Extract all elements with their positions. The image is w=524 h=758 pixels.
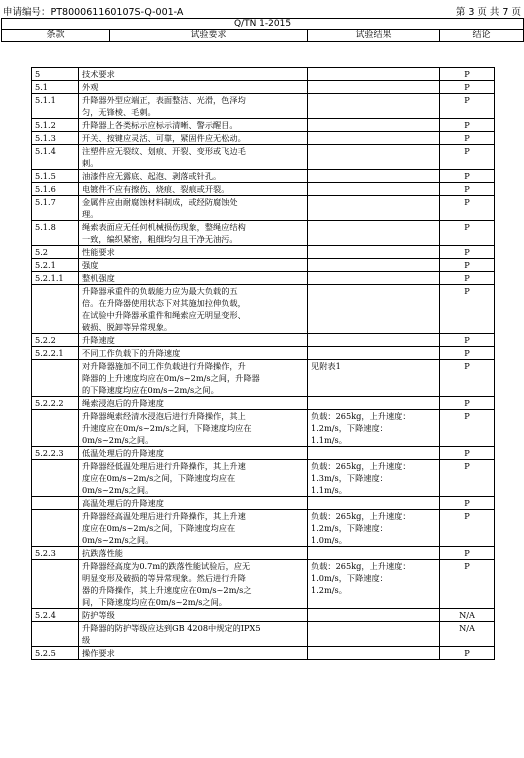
page-header xyxy=(1,4,523,16)
row-clause: 5.2.2.3 xyxy=(32,447,79,460)
column-header-result: 试验结果 xyxy=(308,30,440,42)
table-row xyxy=(32,183,495,196)
row-verdict: P xyxy=(440,183,495,196)
row-result xyxy=(308,497,440,510)
row-verdict: N/A xyxy=(440,609,495,622)
row-clause: 5 xyxy=(32,68,79,81)
row-result xyxy=(308,68,440,81)
row-verdict: P xyxy=(440,647,495,660)
row-verdict: P xyxy=(440,246,495,259)
table-row xyxy=(32,497,495,510)
page-number: 第 3 页 共 7 页 xyxy=(455,7,521,18)
row-clause xyxy=(32,497,79,510)
row-clause: 5.1.6 xyxy=(32,183,79,196)
row-verdict: P xyxy=(440,145,495,170)
row-clause: 5.2.1.1 xyxy=(32,272,79,285)
row-result: 负载：265kg，上升速度： 1.2m/s，下降速度： 1.1m/s。 xyxy=(308,410,440,447)
table-row xyxy=(32,347,495,360)
table-row xyxy=(32,560,495,609)
table-row xyxy=(32,360,495,397)
table-row xyxy=(32,447,495,460)
row-clause: 5.2.2 xyxy=(32,334,79,347)
row-result: 负载：265kg，上升速度： 1.2m/s，下降速度： 1.0m/s。 xyxy=(308,510,440,547)
row-result xyxy=(308,285,440,334)
standard-code: Q/TN 1-2015 xyxy=(2,19,524,30)
row-clause: 5.1.7 xyxy=(32,196,79,221)
table-row xyxy=(32,272,495,285)
table-row xyxy=(32,68,495,81)
application-number: 申请编号：PT800061160107S-Q-001-A xyxy=(3,7,184,18)
column-header-table xyxy=(1,18,524,42)
table-row xyxy=(32,510,495,547)
row-requirement: 对升降器施加不同工作负载进行升降操作，升 降器的上升速度均应在0m/s~2m/s之间，升降器 的下降速度均应在0m/s~2m/s之间。 xyxy=(79,360,308,397)
row-clause: 5.2.2.2 xyxy=(32,397,79,410)
row-requirement: 升降器经高温处理后进行升降操作，其上升速 度应在0m/s~2m/s之间，下降速度均应在 0m/s~2m/s之间。 xyxy=(79,510,308,547)
row-result xyxy=(308,622,440,647)
table-row xyxy=(32,119,495,132)
table-row xyxy=(32,246,495,259)
row-clause xyxy=(32,360,79,397)
row-verdict: P xyxy=(440,460,495,497)
row-clause: 5.1.8 xyxy=(32,221,79,246)
row-requirement: 技术要求 xyxy=(79,68,308,81)
row-requirement: 绳索表面应无任何机械损伤现象，整绳应结构 一致，编织紧密，粗细均匀且干净无油污。 xyxy=(79,221,308,246)
row-clause xyxy=(32,510,79,547)
row-result xyxy=(308,334,440,347)
row-requirement: 不同工作负载下的升降速度 xyxy=(79,347,308,360)
row-requirement: 升降器绳索经清水浸泡后进行升降操作，其上 升速度应在0m/s~2m/s之间，下降速度均应在 0m/s~2m/s之间。 xyxy=(79,410,308,447)
row-requirement: 低温处理后的升降速度 xyxy=(79,447,308,460)
row-requirement: 升降器外型应端正，表面整洁、光滑，色泽均 匀，无锋棱、毛刺。 xyxy=(79,94,308,119)
row-clause: 5.1.3 xyxy=(32,132,79,145)
row-verdict: P xyxy=(440,447,495,460)
row-result xyxy=(308,81,440,94)
row-clause xyxy=(32,560,79,609)
row-requirement: 升降器的防护等级应达到GB 4208中规定的IPX5 级 xyxy=(79,622,308,647)
table-row xyxy=(32,81,495,94)
table-row xyxy=(32,285,495,334)
row-result xyxy=(308,246,440,259)
row-requirement: 升降器承重件的负载能力应为最大负载的五 倍。在升降器使用状态下对其施加拉伸负载， 在试验中升降器承重件和绳索应无明显变形、 破损、脱卸等异常现象。 xyxy=(79,285,308,334)
row-clause xyxy=(32,622,79,647)
table-row xyxy=(32,410,495,447)
row-verdict: P xyxy=(440,119,495,132)
table-row xyxy=(32,622,495,647)
row-verdict: P xyxy=(440,560,495,609)
row-result xyxy=(308,94,440,119)
row-requirement: 防护等级 xyxy=(79,609,308,622)
row-clause: 5.1.1 xyxy=(32,94,79,119)
table-row xyxy=(32,397,495,410)
row-clause: 5.1.5 xyxy=(32,170,79,183)
row-result xyxy=(308,259,440,272)
row-result xyxy=(308,647,440,660)
table-row xyxy=(32,132,495,145)
row-requirement: 开关、按键应灵活、可靠，紧固件应无松动。 xyxy=(79,132,308,145)
row-requirement: 高温处理后的升降速度 xyxy=(79,497,308,510)
row-requirement: 操作要求 xyxy=(79,647,308,660)
row-result: 负载：265kg，上升速度： 1.0m/s，下降速度： 1.2m/s。 xyxy=(308,560,440,609)
row-result xyxy=(308,196,440,221)
row-clause: 5.2 xyxy=(32,246,79,259)
row-requirement: 电镀件不应有擦伤、烧痕、裂痕或开裂。 xyxy=(79,183,308,196)
row-requirement: 升降器经高度为0.7m的跌落性能试验后，应无 明显变形及破损的等异常现象。然后进行升降 器的升降操作，其上升速度应在0m/s~2m/s之 间，下降速度均应在0m/s~2m/s之间。 xyxy=(79,560,308,609)
row-clause xyxy=(32,460,79,497)
row-requirement: 油漆件应无露底、起泡、剥落或针孔。 xyxy=(79,170,308,183)
row-verdict: P xyxy=(440,272,495,285)
column-header-requirement: 试验要求 xyxy=(110,30,308,42)
table-row xyxy=(32,145,495,170)
table-row xyxy=(32,221,495,246)
row-clause: 5.1.2 xyxy=(32,119,79,132)
table-row xyxy=(32,259,495,272)
row-clause xyxy=(32,285,79,334)
row-requirement: 绳索浸泡后的升降速度 xyxy=(79,397,308,410)
row-requirement: 强度 xyxy=(79,259,308,272)
row-verdict: P xyxy=(440,221,495,246)
test-requirements-table xyxy=(31,67,495,660)
row-result xyxy=(308,132,440,145)
row-result xyxy=(308,609,440,622)
row-result xyxy=(308,183,440,196)
row-result: 负载：265kg，上升速度： 1.3m/s，下降速度： 1.1m/s。 xyxy=(308,460,440,497)
row-verdict: P xyxy=(440,259,495,272)
table-row xyxy=(32,460,495,497)
row-verdict: P xyxy=(440,285,495,334)
table-row xyxy=(32,647,495,660)
row-verdict: P xyxy=(440,334,495,347)
row-requirement: 抗跌落性能 xyxy=(79,547,308,560)
row-result xyxy=(308,347,440,360)
row-verdict: N/A xyxy=(440,622,495,647)
row-requirement: 升降器经低温处理后进行升降操作，其上升速 度应在0m/s~2m/s之间，下降速度均应在 0m/s~2m/s之间。 xyxy=(79,460,308,497)
column-header-clause: 条款 xyxy=(2,30,110,42)
row-requirement: 金属件应由耐腐蚀材料制成，或经防腐蚀处 理。 xyxy=(79,196,308,221)
row-clause xyxy=(32,410,79,447)
row-clause: 5.1 xyxy=(32,81,79,94)
row-result xyxy=(308,447,440,460)
row-verdict: P xyxy=(440,170,495,183)
row-result xyxy=(308,145,440,170)
table-row xyxy=(32,334,495,347)
row-verdict: P xyxy=(440,347,495,360)
row-result xyxy=(308,170,440,183)
row-verdict: P xyxy=(440,81,495,94)
row-result xyxy=(308,119,440,132)
row-clause: 5.1.4 xyxy=(32,145,79,170)
row-requirement: 性能要求 xyxy=(79,246,308,259)
row-result xyxy=(308,221,440,246)
table-row xyxy=(32,170,495,183)
row-verdict: P xyxy=(440,497,495,510)
row-result xyxy=(308,547,440,560)
table-row xyxy=(32,94,495,119)
row-verdict: P xyxy=(440,547,495,560)
row-clause: 5.2.2.1 xyxy=(32,347,79,360)
table-row xyxy=(32,547,495,560)
row-verdict: P xyxy=(440,196,495,221)
table-row xyxy=(32,196,495,221)
row-verdict: P xyxy=(440,410,495,447)
row-verdict: P xyxy=(440,94,495,119)
row-verdict: P xyxy=(440,360,495,397)
row-clause: 5.2.3 xyxy=(32,547,79,560)
row-clause: 5.2.4 xyxy=(32,609,79,622)
row-verdict: P xyxy=(440,68,495,81)
row-clause: 5.2.1 xyxy=(32,259,79,272)
row-result xyxy=(308,397,440,410)
row-result xyxy=(308,272,440,285)
row-requirement: 升降速度 xyxy=(79,334,308,347)
column-header-verdict: 结论 xyxy=(440,30,524,42)
row-requirement: 升降器上各类标示应标示清晰、警示醒目。 xyxy=(79,119,308,132)
row-requirement: 外观 xyxy=(79,81,308,94)
row-verdict: P xyxy=(440,397,495,410)
row-requirement: 注塑件应无裂纹、划痕、开裂、变形或飞边毛 刺。 xyxy=(79,145,308,170)
row-clause: 5.2.5 xyxy=(32,647,79,660)
row-verdict: P xyxy=(440,510,495,547)
table-row xyxy=(32,609,495,622)
row-verdict: P xyxy=(440,132,495,145)
row-result: 见附表1 xyxy=(308,360,440,397)
row-requirement: 整机强度 xyxy=(79,272,308,285)
